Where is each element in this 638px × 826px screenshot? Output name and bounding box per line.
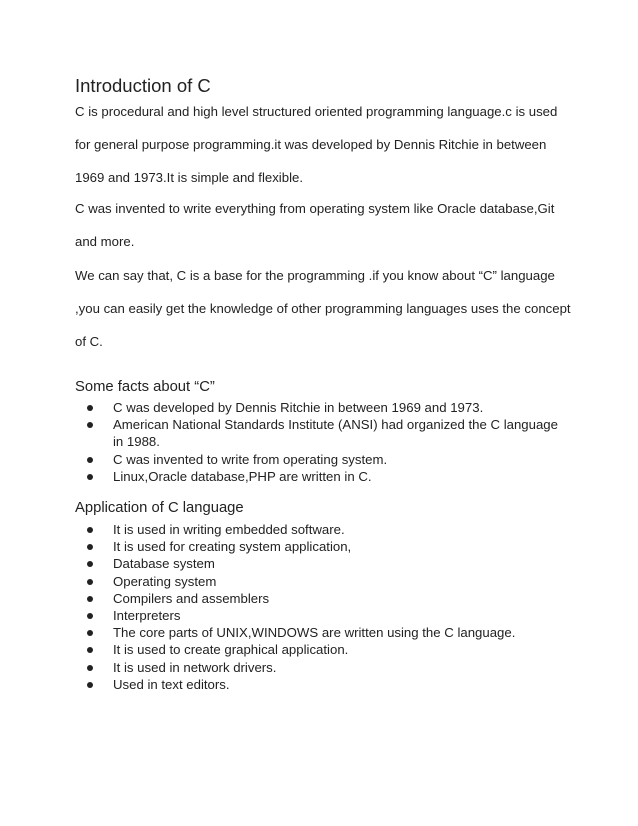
bullet-icon — [87, 665, 93, 671]
list-item — [75, 468, 565, 485]
list-item-text: It is used for creating system application, — [113, 539, 352, 555]
bullet-icon — [87, 422, 93, 428]
list-item — [75, 676, 565, 693]
bullet-icon — [87, 613, 93, 619]
intro-paragraph-2: C was invented to write everything from operating system like Oracle database,Git and more. — [75, 201, 555, 249]
intro-paragraph-1: C is procedural and high level structured oriented programming language.c is used for general purpose programming.it was developed by Dennis Ritchie in between 1969 and 1973.It is simple and flexible. — [75, 104, 558, 185]
list-item — [75, 624, 565, 641]
bullet-icon — [87, 457, 93, 463]
bullet-icon — [87, 682, 93, 688]
list-item-text: It is used in writing embedded software. — [113, 522, 345, 537]
list-item — [75, 555, 565, 572]
bullet-icon — [87, 544, 93, 550]
bullet-icon — [87, 474, 93, 480]
page-title: Introduction of C — [75, 75, 211, 96]
applications-list — [75, 521, 565, 693]
bullet-icon — [87, 630, 93, 636]
list-item-text: Linux,Oracle database,PHP are written in C. — [113, 468, 372, 484]
bullet-icon — [87, 579, 93, 585]
list-item-text: American National Standards Institute (ANSI) had organized the C language in 1988. — [113, 417, 558, 450]
list-item-text: Database system — [113, 556, 215, 572]
bullet-icon — [87, 561, 93, 567]
list-item — [75, 659, 565, 676]
list-item — [75, 416, 565, 450]
list-item-text: Compilers and assemblers — [113, 590, 270, 606]
list-item — [75, 399, 565, 416]
list-item — [75, 521, 565, 538]
list-item-text: It is used in network drivers. — [113, 659, 277, 675]
facts-list — [75, 399, 565, 485]
list-item — [75, 538, 565, 555]
list-item-text: C was developed by Dennis Ritchie in between 1969 and 1973. — [113, 400, 484, 415]
list-item — [75, 573, 565, 590]
list-item-text: Interpreters — [113, 608, 181, 624]
list-item — [75, 607, 565, 624]
list-item-text: Operating system — [113, 573, 217, 589]
list-item-text: C was invented to write from operating system. — [113, 451, 388, 467]
intro-paragraph-3: We can say that, C is a base for the programming .if you know about “C” language ,you can easily get the knowledge of other programming languages uses the concept of C. — [75, 268, 571, 349]
bullet-icon — [87, 647, 93, 653]
bullet-icon — [87, 405, 93, 411]
bullet-icon — [87, 527, 93, 533]
bullet-icon — [87, 596, 93, 602]
list-item — [75, 641, 565, 658]
facts-heading: Some facts about “C” — [75, 379, 215, 395]
list-item — [75, 590, 565, 607]
list-item-text: The core parts of UNIX,WINDOWS are written using the C language. — [113, 625, 516, 641]
list-item-text: It is used to create graphical application. — [113, 642, 349, 658]
list-item — [75, 451, 565, 468]
applications-heading: Application of C language — [75, 500, 244, 516]
list-item-text: Used in text editors. — [113, 676, 230, 692]
